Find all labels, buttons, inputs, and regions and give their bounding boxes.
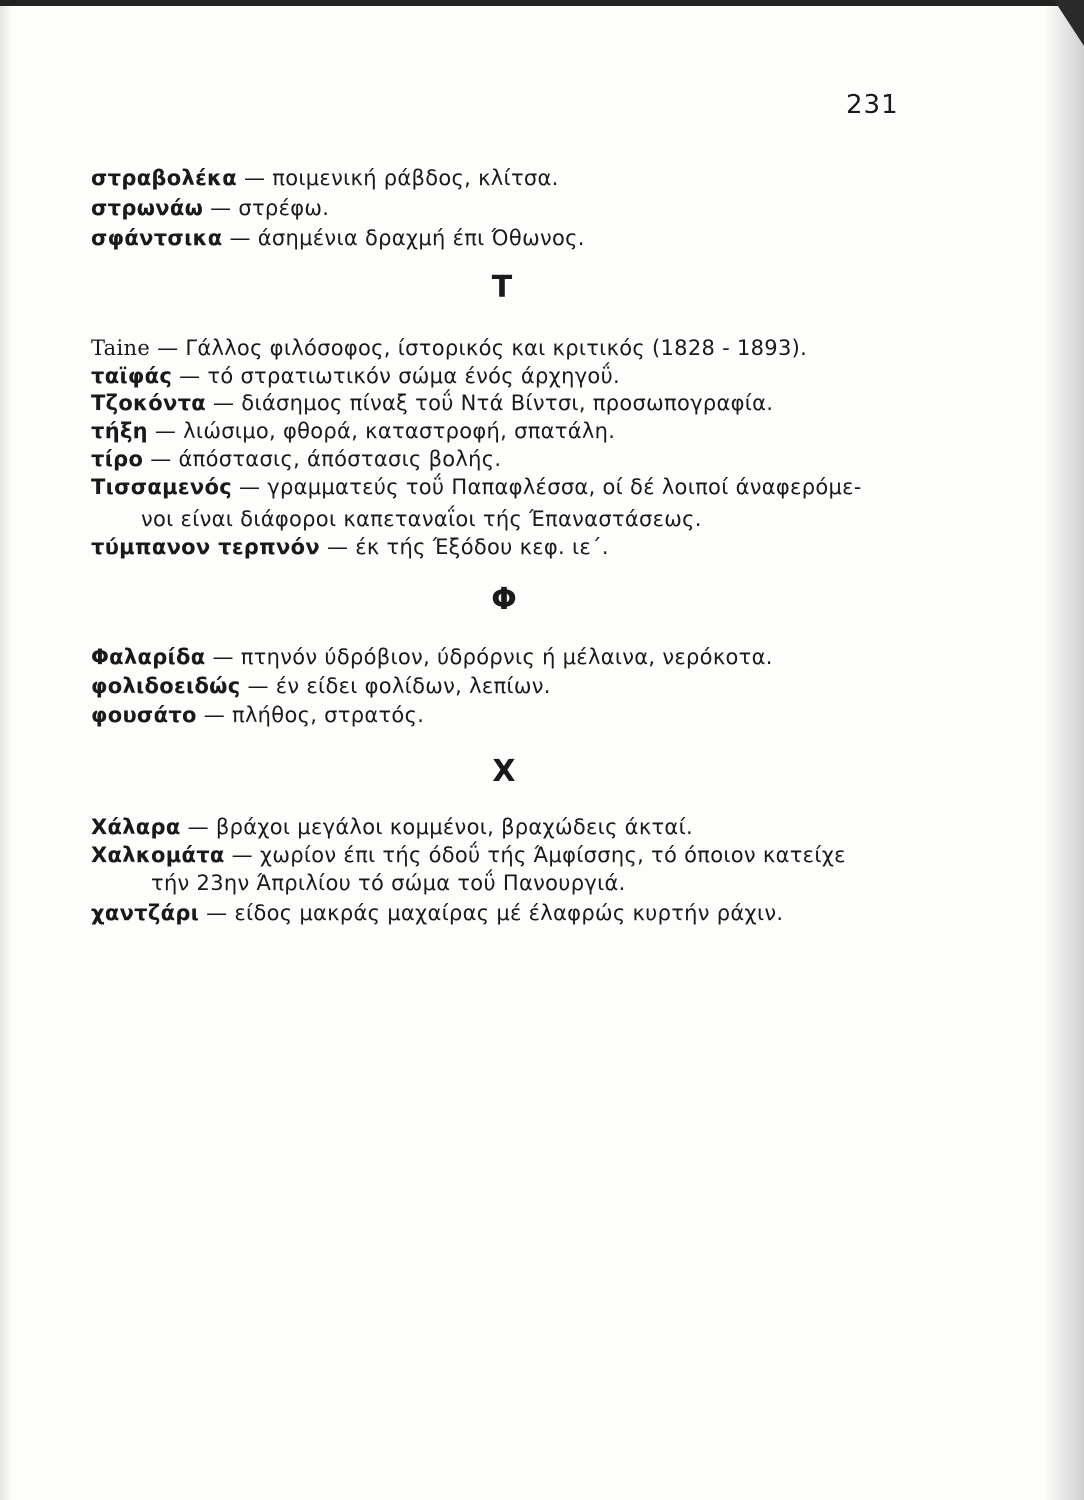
section-heading-phi: Φ <box>491 582 517 617</box>
entry-term: Taine <box>91 336 151 360</box>
entry-term: Χαλκομάτα <box>91 843 225 867</box>
entry-definition: — Γάλλος φιλόσοφος, ίστορικός και κριτικός (1828 - 1893). <box>157 336 808 360</box>
entry-chalkomata <box>91 843 846 895</box>
entry-definition: — στρέφω. <box>210 196 330 220</box>
entry-term: τύμπανον τερπνόν <box>91 535 320 559</box>
entry-definition: — έν είδει φολίδων, λεπίων. <box>247 674 551 698</box>
entry-taifas <box>91 364 620 388</box>
page-number: 231 <box>846 90 899 120</box>
entry-definition: — ποιμενική ράβδος, κλίτσα. <box>244 166 559 190</box>
entry-stronao <box>91 196 329 220</box>
page-right-shading <box>1044 0 1084 1500</box>
entry-tixi <box>91 419 615 443</box>
page-corner-fold <box>1054 0 1084 46</box>
entry-straboleka <box>91 166 559 190</box>
entry-continuation: τήν 23ην Άπριλίου τό σώμα τοΰ Πανουργιά. <box>151 871 626 895</box>
entry-term: ταϊφάς <box>91 364 173 388</box>
page-top-edge <box>0 0 1084 6</box>
entry-sfantsika <box>91 226 585 250</box>
entry-definition: — λιώσιμο, φθορά, καταστροφή, σπατάλη. <box>154 419 616 443</box>
entry-tissamenos <box>91 475 862 531</box>
entry-term: στραβολέκα <box>91 166 238 190</box>
entry-tympanon-terpnon <box>91 535 609 559</box>
entry-term: Φαλαρίδα <box>91 645 206 669</box>
entry-falarida <box>91 645 773 669</box>
entry-definition: — έκ τής Έξόδου κεφ. ιε΄. <box>326 535 609 559</box>
entry-term: τίρο <box>91 447 144 471</box>
entry-definition: — άσημένια δραχμή έπι Όθωνος. <box>229 226 585 250</box>
entry-taine <box>91 336 807 360</box>
entry-term: Τζοκόντα <box>91 391 207 415</box>
entry-term: σφάντσικα <box>91 226 223 250</box>
section-heading-chi: Χ <box>492 754 516 789</box>
entry-definition: — πλήθος, στρατός. <box>203 703 425 727</box>
section-heading-tau: Τ <box>491 270 513 305</box>
entry-definition: — είδος μακράς μαχαίρας μέ έλαφρώς κυρτήν ράχιν. <box>206 901 784 925</box>
entry-continuation: νοι είναι διάφοροι καπεταναΐοι τής Έπαναστάσεως. <box>141 507 702 531</box>
entry-tzokonta <box>91 391 773 415</box>
entry-definition: — πτηνόν ύδρόβιον, ύδρόρνις ή μέλαινα, νερόκοτα. <box>212 645 773 669</box>
entry-term: φουσάτο <box>91 703 197 727</box>
entry-definition: — βράχοι μεγάλοι κομμένοι, βραχώδεις άκταί. <box>187 815 693 839</box>
entry-term: τήξη <box>91 419 148 443</box>
entry-fousato <box>91 703 424 727</box>
entry-term: Χάλαρα <box>91 815 181 839</box>
entry-folidoeidos <box>91 674 551 698</box>
entry-definition: — άπόστασις, άπόστασις βολής. <box>150 447 502 471</box>
page-left-shading <box>0 0 12 1500</box>
entry-definition: — διάσημος πίναξ τοΰ Ντά Βίντσι, προσωπογραφία. <box>213 391 774 415</box>
entry-term: φολιδοειδώς <box>91 674 241 698</box>
entry-definition: — γραμματεύς τοΰ Παπαφλέσσα, οί δέ λοιποί άναφερόμε- <box>238 475 862 499</box>
entry-chalara <box>91 815 693 839</box>
entry-tiro <box>91 447 501 471</box>
entry-term: χαντζάρι <box>91 901 200 925</box>
entry-chantzari <box>91 901 783 925</box>
entry-term: στρωνάω <box>91 196 204 220</box>
entry-definition: — τό στρατιωτικόν σώμα ένός άρχηγοΰ. <box>179 364 621 388</box>
entry-term: Τισσαμενός <box>91 475 232 499</box>
entry-definition: — χωρίον έπι τής όδοΰ τής Άμφίσσης, τό όποιον κατείχε <box>231 843 846 867</box>
